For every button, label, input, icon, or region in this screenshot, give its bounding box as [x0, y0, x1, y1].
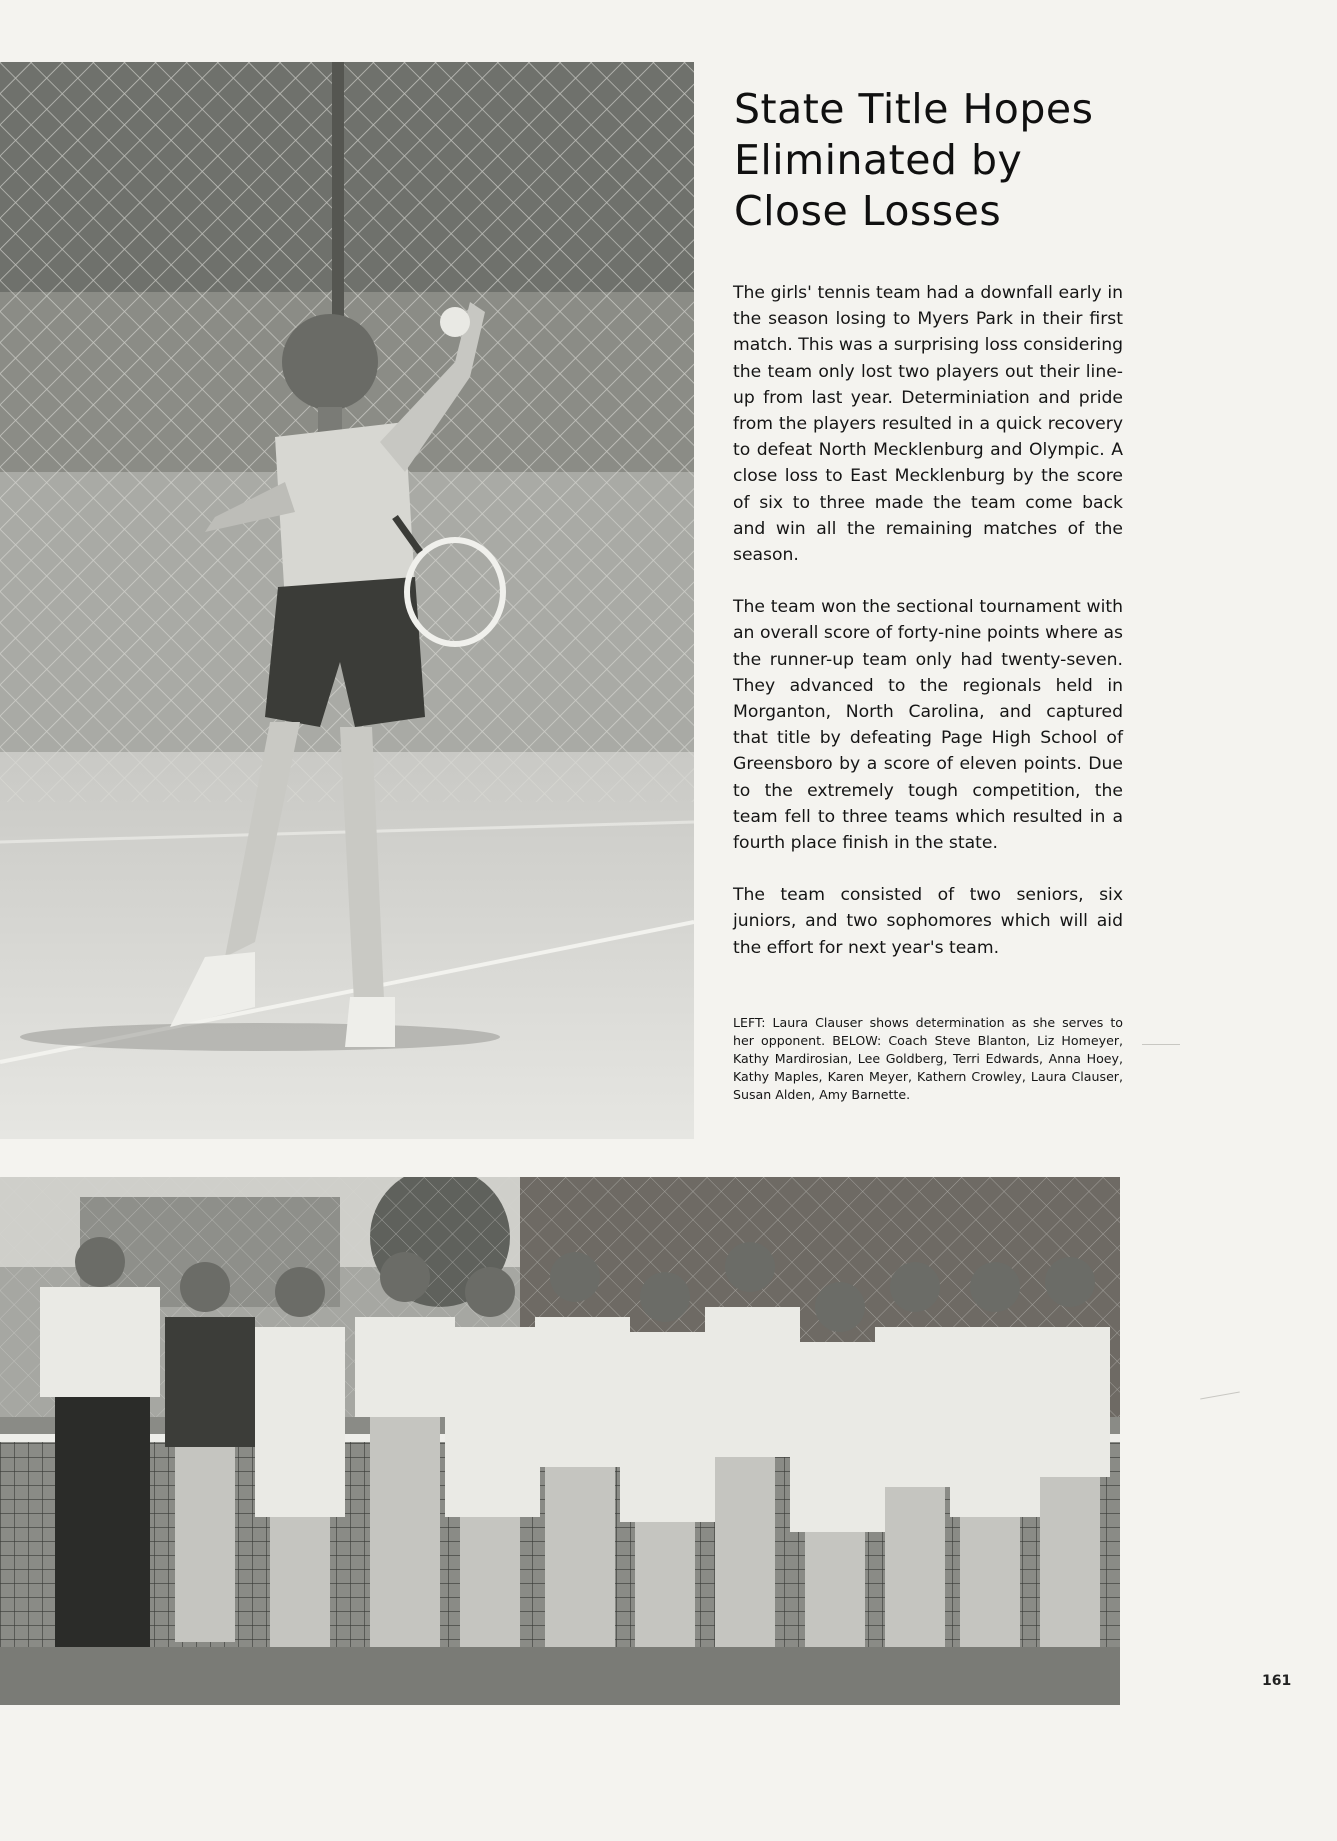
headline-line: Eliminated by [734, 136, 1023, 184]
tennis-serve-illustration [0, 62, 694, 1139]
article-body [733, 280, 1123, 987]
headline-line: Close Losses [734, 187, 1002, 235]
body-paragraph: The team won the sectional tournament with an overall score of forty-nine points where as the runner-up team only had twenty-seven. They advanced to the regionals held in Morganton, North Carolina, and captured that title by defeating Page High School of Greensboro by a score of eleven points. Due to the extremely tough competition, the team fell to three teams which resulted in a fourth place finish in the state. [733, 597, 1123, 854]
photo-caption: LEFT: Laura Clauser shows determination as she serves to her opponent. BELOW: Coach Steve Blanton, Liz Homeyer, Kathy Mardirosian, Lee Goldberg, Terri Edwards, Anna Hoey, Kathy Maples, Karen Meyer, Kathern Crowley, Laura Clauser, Susan Alden, Amy Barnette. [733, 1015, 1123, 1102]
article-headline [734, 84, 1174, 237]
page-number: 161 [1262, 1673, 1292, 1689]
scan-mark [1200, 1392, 1240, 1400]
headline-line: State Title Hopes [734, 85, 1094, 133]
scan-mark [1142, 1044, 1180, 1045]
team-photo [0, 1177, 1120, 1705]
tennis-serve-photo [0, 62, 694, 1139]
body-paragraph: The team consisted of two seniors, six juniors, and two sophomores which will aid the effort for next year's team. [733, 885, 1123, 958]
body-paragraph: The girls' tennis team had a downfall early in the season losing to Myers Park in their first match. This was a surprising loss considering the team only lost two players out their line-up from last year. Determiniation and pride from the players resulted in a quick recovery to defeat North Mecklenburg and Olympic. A close loss to East Mecklenburg by the score of six to three made the team come back and win all the remaining matches of the season. [733, 283, 1123, 566]
team-photo-illustration [0, 1177, 1120, 1705]
